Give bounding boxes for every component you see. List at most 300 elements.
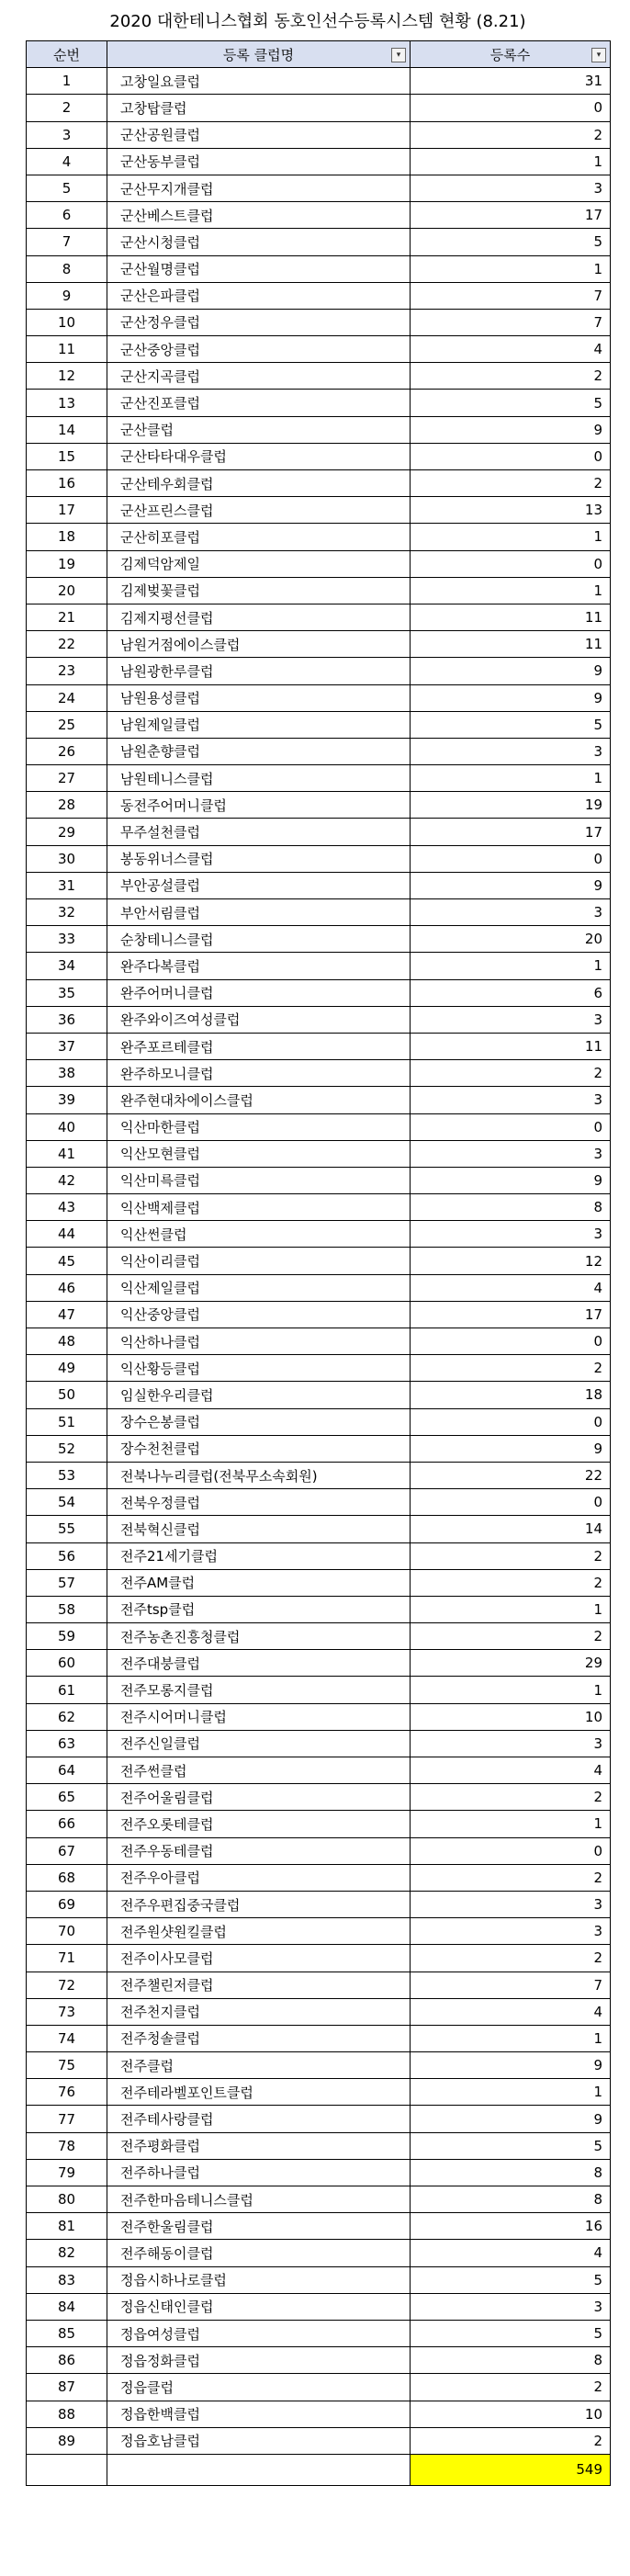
no-cell[interactable]: 58 [27, 1596, 107, 1622]
count-cell[interactable]: 2 [411, 1864, 611, 1891]
count-cell[interactable]: 2 [411, 2427, 611, 2454]
club-name-cell[interactable]: 전주신일클럽 [107, 1730, 411, 1757]
no-cell[interactable]: 46 [27, 1274, 107, 1301]
count-cell[interactable]: 5 [411, 2320, 611, 2346]
club-name-cell[interactable]: 전주모롱지클럽 [107, 1677, 411, 1703]
club-name-cell[interactable]: 남원광한루클럽 [107, 658, 411, 684]
club-name-cell[interactable]: 완주포르테클럽 [107, 1033, 411, 1059]
no-cell[interactable]: 34 [27, 953, 107, 979]
no-cell[interactable]: 31 [27, 872, 107, 898]
no-cell[interactable]: 32 [27, 899, 107, 926]
no-cell[interactable]: 72 [27, 1972, 107, 1998]
club-name-cell[interactable]: 군산정우클럽 [107, 309, 411, 335]
no-cell[interactable]: 80 [27, 2186, 107, 2213]
count-cell[interactable]: 11 [411, 604, 611, 630]
count-cell[interactable]: 0 [411, 1113, 611, 1140]
count-cell[interactable]: 9 [411, 872, 611, 898]
no-cell[interactable]: 16 [27, 470, 107, 497]
no-cell[interactable]: 43 [27, 1194, 107, 1221]
count-cell[interactable]: 4 [411, 336, 611, 363]
club-name-cell[interactable]: 순창테니스클럽 [107, 926, 411, 953]
club-name-cell[interactable]: 군산지곡클럽 [107, 363, 411, 390]
no-cell[interactable]: 38 [27, 1060, 107, 1087]
no-cell[interactable]: 3 [27, 121, 107, 148]
club-name-cell[interactable]: 전주21세기클럽 [107, 1542, 411, 1569]
club-name-cell[interactable]: 전주평화클럽 [107, 2132, 411, 2159]
no-cell[interactable]: 47 [27, 1301, 107, 1328]
no-cell[interactable]: 37 [27, 1033, 107, 1059]
table-row [27, 738, 611, 764]
count-cell[interactable]: 2 [411, 2374, 611, 2401]
count-cell[interactable]: 0 [411, 1328, 611, 1355]
club-name-cell[interactable]: 군산진포클럽 [107, 390, 411, 416]
count-cell[interactable]: 2 [411, 1355, 611, 1382]
table-row [27, 121, 611, 148]
club-name-cell[interactable]: 전주하나클럽 [107, 2159, 411, 2186]
club-name-cell[interactable]: 군산중앙클럽 [107, 336, 411, 363]
count-cell[interactable]: 17 [411, 819, 611, 845]
no-cell[interactable]: 42 [27, 1167, 107, 1193]
count-cell[interactable]: 8 [411, 2186, 611, 2213]
no-cell[interactable]: 23 [27, 658, 107, 684]
count-cell[interactable]: 5 [411, 711, 611, 738]
dropdown-filter-icon[interactable]: ▾ [391, 48, 406, 62]
club-name-cell[interactable]: 정읍신태인클럽 [107, 2293, 411, 2320]
count-cell[interactable]: 17 [411, 202, 611, 229]
no-cell[interactable]: 5 [27, 175, 107, 201]
club-name-cell[interactable]: 익산하나클럽 [107, 1328, 411, 1355]
count-cell[interactable]: 3 [411, 1087, 611, 1113]
club-name-cell[interactable]: 익산백제클럽 [107, 1194, 411, 1221]
club-name-cell[interactable]: 남원용성클럽 [107, 684, 411, 711]
table-row [27, 2079, 611, 2106]
no-cell[interactable]: 22 [27, 631, 107, 658]
club-name-cell[interactable]: 전주tsp클럽 [107, 1596, 411, 1622]
no-cell[interactable]: 71 [27, 1945, 107, 1972]
count-cell[interactable]: 29 [411, 1650, 611, 1677]
club-name-cell[interactable]: 전주한울림클럽 [107, 2213, 411, 2240]
club-name-cell[interactable]: 군산무지개클럽 [107, 175, 411, 201]
no-cell[interactable]: 15 [27, 443, 107, 469]
no-cell[interactable]: 64 [27, 1757, 107, 1784]
club-name-cell[interactable]: 전주시어머니클럽 [107, 1703, 411, 1730]
no-cell[interactable]: 75 [27, 2052, 107, 2079]
count-cell[interactable]: 13 [411, 497, 611, 524]
club-name-cell[interactable]: 군산타타대우클럽 [107, 443, 411, 469]
club-name-cell[interactable]: 전주AM클럽 [107, 1569, 411, 1596]
header-club [107, 41, 411, 68]
no-cell[interactable]: 8 [27, 255, 107, 282]
no-cell[interactable]: 60 [27, 1650, 107, 1677]
no-cell[interactable]: 2 [27, 95, 107, 121]
club-name-cell[interactable]: 익산썬클럽 [107, 1221, 411, 1248]
count-cell[interactable]: 2 [411, 1784, 611, 1811]
no-cell[interactable]: 44 [27, 1221, 107, 1248]
club-name-cell[interactable]: 전북혁신클럽 [107, 1516, 411, 1542]
no-cell[interactable]: 39 [27, 1087, 107, 1113]
count-cell[interactable]: 9 [411, 658, 611, 684]
club-name-cell[interactable]: 전주우아클럽 [107, 1864, 411, 1891]
table-row [27, 1033, 611, 1059]
no-cell[interactable]: 53 [27, 1462, 107, 1488]
count-cell[interactable]: 2 [411, 1569, 611, 1596]
count-cell[interactable]: 3 [411, 1140, 611, 1167]
count-cell[interactable]: 5 [411, 390, 611, 416]
club-name-cell[interactable]: 전주오롯테클럽 [107, 1811, 411, 1837]
count-cell[interactable]: 9 [411, 2106, 611, 2132]
club-name-cell[interactable]: 익산황등클럽 [107, 1355, 411, 1382]
no-cell[interactable]: 87 [27, 2374, 107, 2401]
club-name-cell[interactable]: 정읍한백클럽 [107, 2401, 411, 2427]
club-name-cell[interactable]: 전주원샷원킬클럽 [107, 1918, 411, 1945]
table-row [27, 1248, 611, 1274]
club-name-cell[interactable]: 군산베스트클럽 [107, 202, 411, 229]
club-name-cell[interactable]: 임실한우리클럽 [107, 1382, 411, 1408]
no-cell[interactable]: 78 [27, 2132, 107, 2159]
total-count-cell[interactable]: 549 [411, 2454, 611, 2485]
count-cell[interactable]: 2 [411, 1623, 611, 1650]
club-name-cell[interactable]: 남원춘향클럽 [107, 738, 411, 764]
count-cell[interactable]: 7 [411, 1972, 611, 1998]
header-no-label: 순번 [53, 46, 80, 63]
no-cell[interactable]: 6 [27, 202, 107, 229]
club-name-cell[interactable]: 전주우동테클럽 [107, 1837, 411, 1864]
club-name-cell[interactable]: 전주이사모클럽 [107, 1945, 411, 1972]
count-cell[interactable]: 0 [411, 550, 611, 577]
no-cell[interactable]: 30 [27, 845, 107, 872]
no-cell[interactable]: 88 [27, 2401, 107, 2427]
no-cell[interactable]: 20 [27, 577, 107, 604]
count-cell[interactable]: 7 [411, 282, 611, 309]
no-cell[interactable]: 28 [27, 792, 107, 819]
club-name-cell[interactable]: 익산중앙클럽 [107, 1301, 411, 1328]
header-row [27, 41, 611, 68]
no-cell[interactable]: 19 [27, 550, 107, 577]
count-cell[interactable]: 1 [411, 577, 611, 604]
count-cell[interactable]: 8 [411, 2347, 611, 2374]
club-name-cell[interactable]: 고창탑클럽 [107, 95, 411, 121]
count-cell[interactable]: 9 [411, 1167, 611, 1193]
count-cell[interactable]: 10 [411, 1703, 611, 1730]
count-cell[interactable]: 9 [411, 684, 611, 711]
club-name-cell[interactable]: 정읍호남클럽 [107, 2427, 411, 2454]
club-name-cell[interactable]: 군산공원클럽 [107, 121, 411, 148]
count-cell[interactable]: 1 [411, 765, 611, 792]
no-cell[interactable]: 79 [27, 2159, 107, 2186]
count-cell[interactable]: 3 [411, 1221, 611, 1248]
count-cell[interactable]: 19 [411, 792, 611, 819]
club-name-cell[interactable]: 완주다복클럽 [107, 953, 411, 979]
count-cell[interactable]: 2 [411, 1060, 611, 1087]
club-name-cell[interactable]: 전주한마음테니스클럽 [107, 2186, 411, 2213]
count-cell[interactable]: 3 [411, 1891, 611, 1917]
count-cell[interactable]: 1 [411, 148, 611, 175]
club-name-cell[interactable]: 정읍여성클럽 [107, 2320, 411, 2346]
table-row [27, 819, 611, 845]
table-row [27, 2401, 611, 2427]
no-cell[interactable]: 82 [27, 2240, 107, 2266]
table-row [27, 1864, 611, 1891]
count-cell[interactable]: 2 [411, 470, 611, 497]
no-cell[interactable]: 10 [27, 309, 107, 335]
table-row [27, 1650, 611, 1677]
table-row [27, 684, 611, 711]
club-name-cell[interactable]: 전북우정클럽 [107, 1489, 411, 1516]
table-row [27, 550, 611, 577]
table-row [27, 1918, 611, 1945]
count-cell[interactable]: 3 [411, 1006, 611, 1033]
count-cell[interactable]: 2 [411, 363, 611, 390]
club-name-cell[interactable]: 익산이리클럽 [107, 1248, 411, 1274]
no-cell[interactable]: 21 [27, 604, 107, 630]
no-cell[interactable]: 27 [27, 765, 107, 792]
count-cell[interactable]: 1 [411, 953, 611, 979]
club-name-cell[interactable]: 장수천천클럽 [107, 1435, 411, 1462]
no-cell[interactable]: 74 [27, 2025, 107, 2051]
club-name-cell[interactable]: 전주테라벨포인트클럽 [107, 2079, 411, 2106]
count-cell[interactable]: 11 [411, 1033, 611, 1059]
no-cell[interactable]: 4 [27, 148, 107, 175]
no-cell[interactable]: 26 [27, 738, 107, 764]
club-name-cell[interactable]: 군산히포클럽 [107, 524, 411, 550]
table-row [27, 1757, 611, 1784]
no-cell[interactable]: 63 [27, 1730, 107, 1757]
club-name-cell[interactable]: 군산동부클럽 [107, 148, 411, 175]
club-name-cell[interactable]: 무주설천클럽 [107, 819, 411, 845]
club-name-cell[interactable]: 김제벚꽃클럽 [107, 577, 411, 604]
no-cell[interactable]: 69 [27, 1891, 107, 1917]
count-cell[interactable]: 3 [411, 1730, 611, 1757]
club-name-cell[interactable]: 완주현대차에이스클럽 [107, 1087, 411, 1113]
club-name-cell[interactable]: 군산월명클럽 [107, 255, 411, 282]
club-name-cell[interactable]: 정읍정화클럽 [107, 2347, 411, 2374]
no-cell[interactable]: 41 [27, 1140, 107, 1167]
club-name-cell[interactable]: 완주어머니클럽 [107, 979, 411, 1006]
no-cell[interactable]: 57 [27, 1569, 107, 1596]
no-cell[interactable]: 52 [27, 1435, 107, 1462]
club-name-cell[interactable]: 완주와이즈여성클럽 [107, 1006, 411, 1033]
count-cell[interactable]: 1 [411, 2079, 611, 2106]
no-cell[interactable]: 33 [27, 926, 107, 953]
club-name-cell[interactable]: 군산은파클럽 [107, 282, 411, 309]
no-cell[interactable]: 29 [27, 819, 107, 845]
count-cell[interactable]: 3 [411, 175, 611, 201]
count-cell[interactable]: 4 [411, 1998, 611, 2025]
count-cell[interactable]: 3 [411, 2293, 611, 2320]
count-cell[interactable]: 9 [411, 416, 611, 443]
club-name-cell[interactable]: 김제덕암제일 [107, 550, 411, 577]
no-cell[interactable]: 76 [27, 2079, 107, 2106]
total-blank-2 [107, 2454, 411, 2485]
count-cell[interactable]: 2 [411, 121, 611, 148]
club-name-cell[interactable]: 김제지평선클럽 [107, 604, 411, 630]
count-cell[interactable]: 9 [411, 2052, 611, 2079]
count-cell[interactable]: 31 [411, 68, 611, 95]
club-name-cell[interactable]: 전주우편집중국클럽 [107, 1891, 411, 1917]
no-cell[interactable]: 73 [27, 1998, 107, 2025]
no-cell[interactable]: 89 [27, 2427, 107, 2454]
club-name-cell[interactable]: 완주하모니클럽 [107, 1060, 411, 1087]
dropdown-filter-icon[interactable]: ▾ [591, 48, 606, 62]
club-name-cell[interactable]: 전주농촌진흥청클럽 [107, 1623, 411, 1650]
table-row [27, 1516, 611, 1542]
count-cell[interactable]: 3 [411, 899, 611, 926]
count-cell[interactable]: 4 [411, 2240, 611, 2266]
no-cell[interactable]: 56 [27, 1542, 107, 1569]
count-cell[interactable]: 5 [411, 229, 611, 255]
no-cell[interactable]: 81 [27, 2213, 107, 2240]
table-row [27, 1730, 611, 1757]
count-cell[interactable]: 1 [411, 1677, 611, 1703]
no-cell[interactable]: 68 [27, 1864, 107, 1891]
table-row [27, 1221, 611, 1248]
no-cell[interactable]: 54 [27, 1489, 107, 1516]
count-cell[interactable]: 5 [411, 2266, 611, 2293]
count-cell[interactable]: 8 [411, 2159, 611, 2186]
club-name-cell[interactable]: 부안공설클럽 [107, 872, 411, 898]
club-name-cell[interactable]: 장수은봉클럽 [107, 1408, 411, 1435]
count-cell[interactable]: 8 [411, 1194, 611, 1221]
count-cell[interactable]: 2 [411, 1945, 611, 1972]
no-cell[interactable]: 86 [27, 2347, 107, 2374]
count-cell[interactable]: 11 [411, 631, 611, 658]
table-row [27, 845, 611, 872]
club-name-cell[interactable]: 정읍클럽 [107, 2374, 411, 2401]
no-cell[interactable]: 18 [27, 524, 107, 550]
table-row [27, 68, 611, 95]
count-cell[interactable]: 16 [411, 2213, 611, 2240]
no-cell[interactable]: 83 [27, 2266, 107, 2293]
club-name-cell[interactable]: 전주어울림클럽 [107, 1784, 411, 1811]
no-cell[interactable]: 12 [27, 363, 107, 390]
table-row [27, 1140, 611, 1167]
club-name-cell[interactable]: 전주청솔클럽 [107, 2025, 411, 2051]
table-row [27, 443, 611, 469]
club-name-cell[interactable]: 고창일요클럽 [107, 68, 411, 95]
no-cell[interactable]: 9 [27, 282, 107, 309]
club-name-cell[interactable]: 전주테사랑클럽 [107, 2106, 411, 2132]
no-cell[interactable]: 40 [27, 1113, 107, 1140]
club-name-cell[interactable]: 전주대붕클럽 [107, 1650, 411, 1677]
no-cell[interactable]: 70 [27, 1918, 107, 1945]
count-cell[interactable]: 20 [411, 926, 611, 953]
count-cell[interactable]: 1 [411, 255, 611, 282]
count-cell[interactable]: 1 [411, 2025, 611, 2051]
no-cell[interactable]: 59 [27, 1623, 107, 1650]
count-cell[interactable]: 6 [411, 979, 611, 1006]
club-name-cell[interactable]: 전주해동이클럽 [107, 2240, 411, 2266]
no-cell[interactable]: 65 [27, 1784, 107, 1811]
club-name-cell[interactable]: 익산모현클럽 [107, 1140, 411, 1167]
table-row [27, 872, 611, 898]
club-name-cell[interactable]: 군산프린스클럽 [107, 497, 411, 524]
no-cell[interactable]: 25 [27, 711, 107, 738]
no-cell[interactable]: 77 [27, 2106, 107, 2132]
count-cell[interactable]: 0 [411, 443, 611, 469]
club-name-cell[interactable]: 군산클럽 [107, 416, 411, 443]
count-cell[interactable]: 1 [411, 1811, 611, 1837]
no-cell[interactable]: 50 [27, 1382, 107, 1408]
no-cell[interactable]: 24 [27, 684, 107, 711]
count-cell[interactable]: 0 [411, 1408, 611, 1435]
no-cell[interactable]: 67 [27, 1837, 107, 1864]
club-name-cell[interactable]: 익산미륵클럽 [107, 1167, 411, 1193]
no-cell[interactable]: 61 [27, 1677, 107, 1703]
club-name-cell[interactable]: 전주썬클럽 [107, 1757, 411, 1784]
no-cell[interactable]: 85 [27, 2320, 107, 2346]
club-name-cell[interactable]: 남원거점에이스클럽 [107, 631, 411, 658]
count-cell[interactable]: 12 [411, 1248, 611, 1274]
club-name-cell[interactable]: 정읍시하나로클럽 [107, 2266, 411, 2293]
count-cell[interactable]: 0 [411, 1489, 611, 1516]
no-cell[interactable]: 36 [27, 1006, 107, 1033]
count-cell[interactable]: 4 [411, 1274, 611, 1301]
no-cell[interactable]: 17 [27, 497, 107, 524]
club-name-cell[interactable]: 익산제일클럽 [107, 1274, 411, 1301]
no-cell[interactable]: 45 [27, 1248, 107, 1274]
club-name-cell[interactable]: 부안서림클럽 [107, 899, 411, 926]
count-cell[interactable]: 10 [411, 2401, 611, 2427]
total-row [27, 2454, 611, 2485]
no-cell[interactable]: 13 [27, 390, 107, 416]
count-cell[interactable]: 0 [411, 95, 611, 121]
club-name-cell[interactable]: 전주클럽 [107, 2052, 411, 2079]
club-name-cell[interactable]: 남원제일클럽 [107, 711, 411, 738]
table-row [27, 1355, 611, 1382]
no-cell[interactable]: 11 [27, 336, 107, 363]
count-cell[interactable]: 1 [411, 1596, 611, 1622]
count-cell[interactable]: 17 [411, 1301, 611, 1328]
club-name-cell[interactable]: 봉동위너스클럽 [107, 845, 411, 872]
no-cell[interactable]: 49 [27, 1355, 107, 1382]
count-cell[interactable]: 7 [411, 309, 611, 335]
count-cell[interactable]: 22 [411, 1462, 611, 1488]
count-cell[interactable]: 0 [411, 845, 611, 872]
no-cell[interactable]: 62 [27, 1703, 107, 1730]
no-cell[interactable]: 84 [27, 2293, 107, 2320]
table-row [27, 2159, 611, 2186]
count-cell[interactable]: 3 [411, 738, 611, 764]
no-cell[interactable]: 48 [27, 1328, 107, 1355]
no-cell[interactable]: 66 [27, 1811, 107, 1837]
no-cell[interactable]: 1 [27, 68, 107, 95]
count-cell[interactable]: 14 [411, 1516, 611, 1542]
count-cell[interactable]: 9 [411, 1435, 611, 1462]
club-name-cell[interactable]: 전주챌린저클럽 [107, 1972, 411, 1998]
count-cell[interactable]: 2 [411, 1542, 611, 1569]
count-cell[interactable]: 18 [411, 1382, 611, 1408]
table-row [27, 1569, 611, 1596]
club-name-cell[interactable]: 익산마한클럽 [107, 1113, 411, 1140]
club-name-cell[interactable]: 전북나누리클럽(전북무소속회원) [107, 1462, 411, 1488]
count-cell[interactable]: 5 [411, 2132, 611, 2159]
count-cell[interactable]: 4 [411, 1757, 611, 1784]
table-row [27, 390, 611, 416]
no-cell[interactable]: 14 [27, 416, 107, 443]
no-cell[interactable]: 51 [27, 1408, 107, 1435]
count-cell[interactable]: 0 [411, 1837, 611, 1864]
count-cell[interactable]: 3 [411, 1918, 611, 1945]
no-cell[interactable]: 7 [27, 229, 107, 255]
count-cell[interactable]: 1 [411, 524, 611, 550]
club-name-cell[interactable]: 동전주어머니클럽 [107, 792, 411, 819]
no-cell[interactable]: 55 [27, 1516, 107, 1542]
club-name-cell[interactable]: 군산테우회클럽 [107, 470, 411, 497]
club-name-cell[interactable]: 군산시청클럽 [107, 229, 411, 255]
club-name-cell[interactable]: 전주천지클럽 [107, 1998, 411, 2025]
club-name-cell[interactable]: 남원테니스클럽 [107, 765, 411, 792]
no-cell[interactable]: 35 [27, 979, 107, 1006]
